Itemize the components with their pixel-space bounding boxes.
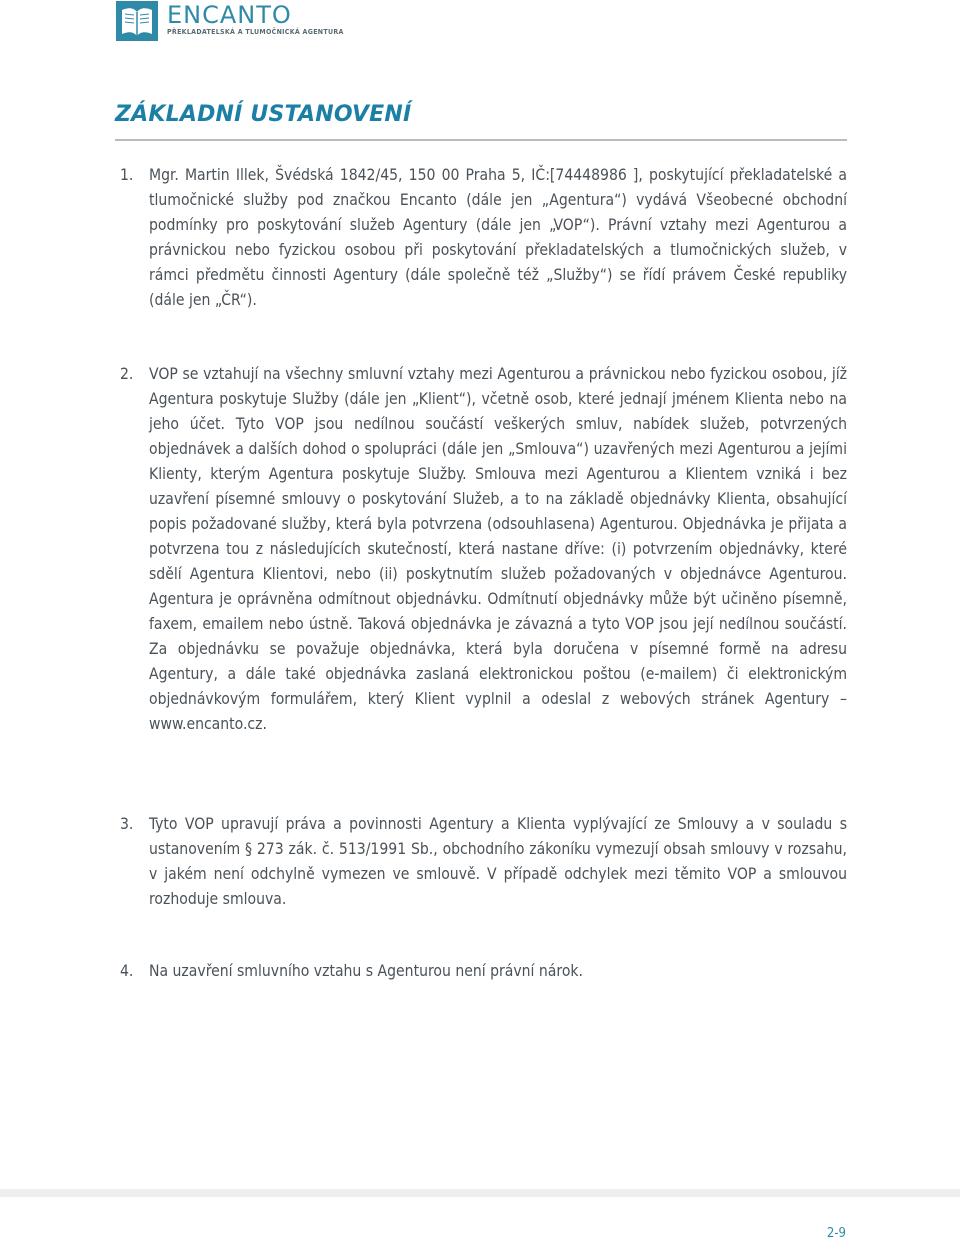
paragraph-4 bbox=[120, 959, 847, 984]
heading-divider bbox=[115, 139, 847, 141]
paragraph-number: 3. bbox=[120, 815, 134, 833]
page-number: 2-9 bbox=[826, 1226, 846, 1241]
paragraph-text: Na uzavření smluvního vztahu s Agenturou není právní nárok. bbox=[149, 962, 583, 980]
paragraph-text: VOP se vztahují na všechny smluvní vztahy mezi Agenturou a právnickou nebo fyzickou osobou, jíž Agentura poskytuje Služby (dále jen „Klient“), včetně osob, které jednají jménem Klienta nebo na jeho účet. Tyto VOP jsou nedílnou součástí veškerých smluv, nabídek služeb, potvrzených objednávek a dalších dohod o spolupráci (dále jen „Smlouva“) uzavřených mezi Agenturou a jejími Klienty, kterým Agentura poskytuje Služby. Smlouva mezi Agenturou a Klientem vzniká i bez uzavření písemné smlouvy o poskytování Služeb, a to na základě objednávky Klienta, obsahující popis požadované služby, která byla potvrzena (odsouhlasena) Agenturou. Objednávka je přijata a potvrzena tou z následujících skutečností, která nastane dříve: (i) potvrzením objednávky, které sdělí Agentura Klientovi, nebo (ii) poskytnutím služeb požadovaných v objednávce Agenturou. Agentura je oprávněna odmítnout objednávku. Odmítnutí objednávky může být učiněno písemně, faxem, emailem nebo ústně. Taková objednávka je závazná a tyto VOP jsou její nedílnou součástí. Za objednávku se považuje objednávka, která byla doručena v písemné formě na adresu Agentury, a dále také objednávka zaslaná elektronickou poštou (e-mailem) či elektronickým objednávkovým formulářem, který Klient vyplnil a odeslal z webových stránek Agentury – www.encanto.cz. bbox=[149, 365, 847, 733]
paragraph-number: 4. bbox=[120, 962, 134, 980]
section-title: ZÁKLADNÍ USTANOVENÍ bbox=[115, 102, 412, 127]
logo-subtitle: PŘEKLADATELSKÁ A TLUMOČNICKÁ AGENTURA bbox=[167, 28, 344, 36]
paragraph-text: Mgr. Martin Illek, Švédská 1842/45, 150 00 Praha 5, IČ:[74448986 ], poskytující překladatelské a tlumočnické služby pod značkou Encanto (dále jen „Agentura“) vydává Všeobecné obchodní podmínky pro poskytování služeb Agentury (dále jen „VOP“). Právní vztahy mezi Agenturou a právnickou nebo fyzickou osobou při poskytování překladatelských a tlumočnických služeb, v rámci předmětu činnosti Agentury (dále společně též „Služby“) se řídí právem České republiky (dále jen „ČR“). bbox=[149, 166, 847, 309]
paragraph-1 bbox=[120, 163, 847, 313]
book-logo-icon bbox=[115, 0, 159, 42]
paragraph-text: Tyto VOP upravují práva a povinnosti Agentury a Klienta vyplývající ze Smlouvy a v souladu s ustanovením § 273 zák. č. 513/1991 Sb., obchodního zákoníku vymezují obsah smlouvy v rozsahu, v jakém není odchylně vymezen ve smlouvě. V případě odchylek mezi těmito VOP a smlouvou rozhoduje smlouva. bbox=[149, 815, 847, 908]
paragraph-number: 1. bbox=[120, 166, 134, 184]
footer-band bbox=[0, 1189, 960, 1197]
paragraph-number: 2. bbox=[120, 365, 134, 383]
encanto-logo bbox=[115, 0, 344, 42]
logo-name: ENCANTO bbox=[167, 1, 292, 29]
paragraph-3 bbox=[120, 812, 847, 912]
paragraph-2 bbox=[120, 362, 847, 737]
